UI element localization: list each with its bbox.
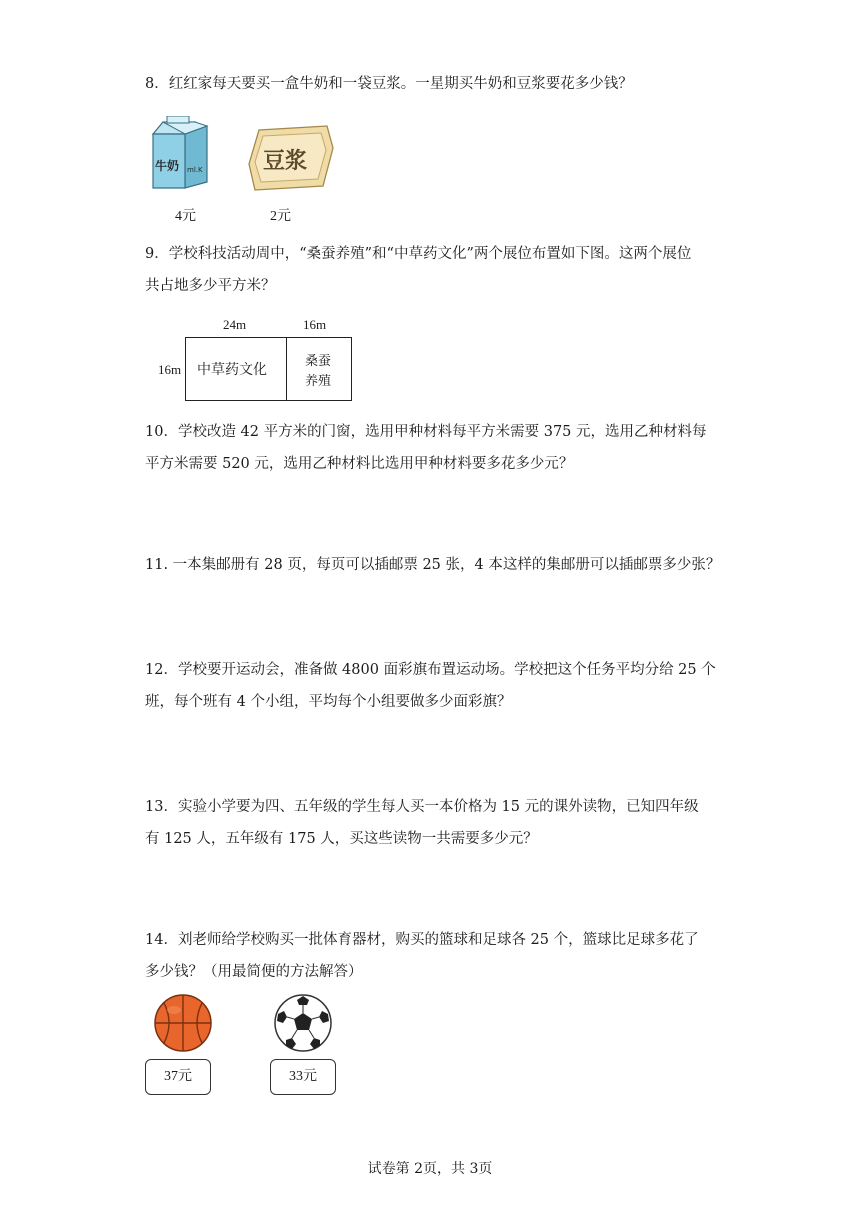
silkworm-label-2: 养殖 (305, 374, 332, 389)
football-price-box (270, 1059, 336, 1095)
silkworm-label-1: 桑蚕 (305, 354, 332, 369)
question-13-line1: 13．实验小学要为四、五年级的学生每人买一本价格为 15 元的课外读物，已知四年级 (145, 799, 699, 815)
question-10 (145, 416, 725, 480)
dim-side: 16m (158, 362, 182, 377)
question-13 (145, 791, 725, 855)
herb-culture-label: 中草药文化 (197, 362, 267, 378)
question-11-text: 11. 一本集邮册有 28 页，每页可以插邮票 25 张，4 本这样的集邮册可以插邮票多少张？ (145, 557, 721, 573)
basketball-price-box (145, 1059, 211, 1095)
question-8 (145, 68, 725, 100)
question-11 (145, 549, 725, 581)
question-12 (145, 654, 725, 718)
question-9-line2: 共占地多少平方米？ (145, 278, 276, 294)
basketball-icon (152, 992, 214, 1054)
question-9 (145, 238, 725, 302)
question-10-line1: 10．学校改造 42 平方米的门窗，选用甲种材料每平方米需要 375 元，选用乙种材料每 (145, 424, 707, 440)
milk-carton-icon (147, 116, 217, 190)
question-10-line2: 平方米需要 520 元，选用乙种材料比选用甲种材料要多花多少元？ (145, 456, 574, 472)
question-14-line1: 14．刘老师给学校购买一批体育器材，购买的篮球和足球各 25 个，篮球比足球多花了 (145, 932, 699, 948)
football-price: 33元 (289, 1069, 317, 1084)
question-12-line2: 班，每个班有 4 个小组，平均每个小组要做多少面彩旗？ (145, 694, 512, 710)
question-9-line1: 9．学校科技活动周中，“桑蚕养殖”和“中草药文化”两个展位布置如下图。这两个展位 (145, 246, 692, 262)
herb-culture-booth (185, 337, 287, 401)
dim-top-right: 16m (303, 317, 327, 332)
question-14-line2: 多少钱？（用最简便的方法解答） (145, 964, 363, 980)
question-14 (145, 924, 725, 988)
question-13-line2: 有 125 人，五年级有 175 人，买这些读物一共需要多少元？ (145, 831, 538, 847)
booth-diagram (155, 315, 365, 405)
question-12-line1: 12．学校要开运动会，准备做 4800 面彩旗布置运动场。学校把这个任务平均分给 25 个 (145, 662, 716, 678)
milk-carton-text: 牛奶 (155, 159, 180, 173)
dim-top-left: 24m (223, 317, 247, 332)
milk-price: 4元 (175, 209, 196, 224)
soymilk-bag-text: 豆浆 (263, 149, 308, 174)
silkworm-booth (286, 337, 352, 401)
question-8-text: 8．红红家每天要买一盒牛奶和一袋豆浆。一星期买牛奶和豆浆要花多少钱？ (145, 76, 633, 92)
milk-carton-small: ml.K (187, 166, 203, 174)
football-icon (272, 992, 334, 1054)
soymilk-price: 2元 (270, 209, 291, 224)
soymilk-bag-icon (247, 124, 335, 194)
basketball-price: 37元 (164, 1069, 192, 1084)
page-footer: 试卷第 2页，共 3页 (367, 1161, 493, 1177)
